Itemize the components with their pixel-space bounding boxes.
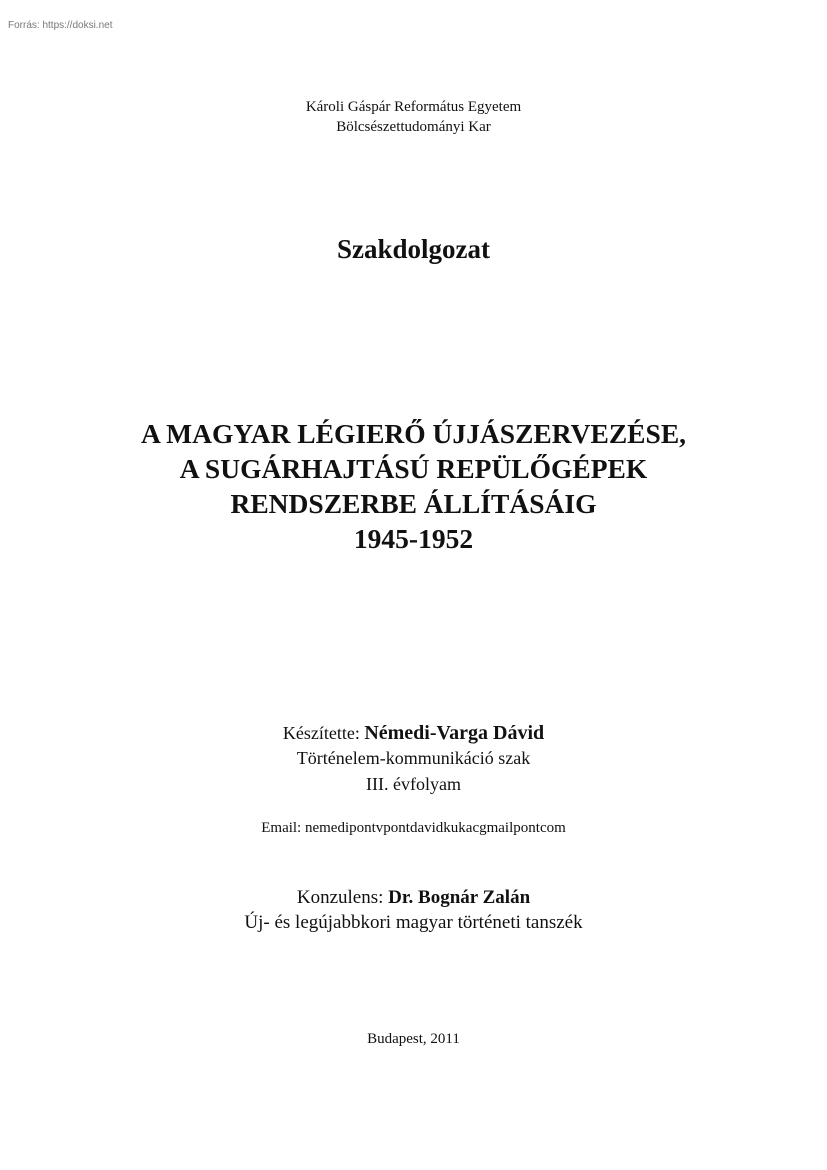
- university: Károli Gáspár Református Egyetem: [305, 99, 522, 115]
- author-label: Készítette:: [282, 723, 360, 743]
- department: Új- és legújabbkori magyar történeti tanszék: [244, 912, 583, 933]
- title-line: A MAGYAR LÉGIERŐ ÚJJÁSZERVEZÉSE,: [140, 418, 687, 449]
- email-line: [0, 820, 827, 837]
- title-line: 1945-1952: [353, 523, 474, 554]
- program: Történelem-kommunikáció szak: [296, 748, 531, 768]
- place-date: Budapest, 2011: [367, 1031, 460, 1047]
- faculty: Bölcsészettudományi Kar: [336, 119, 491, 135]
- author-line: [0, 722, 827, 745]
- year: III. évfolyam: [366, 774, 461, 794]
- title-line: RENDSZERBE ÁLLÍTÁSÁIG: [230, 488, 597, 519]
- email: nemedipontvpontdavidkukacgmailpontcom: [304, 820, 566, 836]
- source-label: Forrás: https://doksi.net: [8, 20, 113, 31]
- advisor-line: [0, 887, 827, 909]
- email-label: Email:: [261, 820, 302, 836]
- author-name: Némedi-Varga Dávid: [364, 722, 545, 744]
- document-type: Szakdolgozat: [336, 234, 490, 264]
- advisor-name: Dr. Bognár Zalán: [388, 887, 531, 908]
- advisor-label: Konzulens:: [296, 887, 384, 908]
- title-line: A SUGÁRHAJTÁSÚ REPÜLŐGÉPEK: [179, 453, 648, 484]
- thesis-title: [0, 416, 827, 556]
